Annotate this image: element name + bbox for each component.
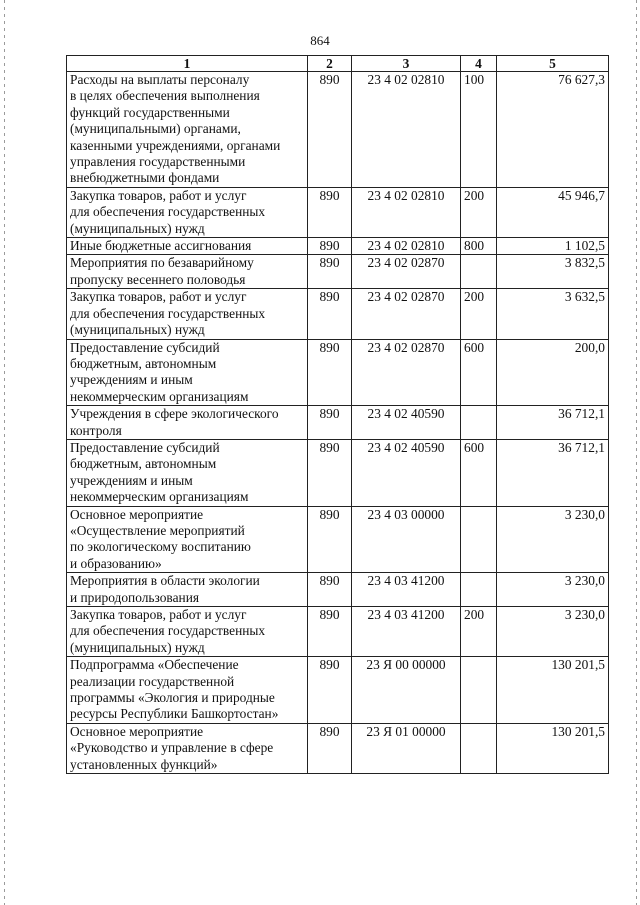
- target-article-cell: 23 4 03 00000: [352, 506, 461, 573]
- expense-name-line: для обеспечения государственных: [70, 623, 266, 639]
- target-article-cell: 23 4 02 02870: [352, 339, 461, 406]
- expense-name-line: установленных функций»: [70, 756, 218, 772]
- expense-name-line: программы «Экология и природные: [70, 690, 275, 706]
- expense-name-line: ресурсы Республики Башкортостан»: [70, 706, 279, 722]
- amount-cell: 130 201,5: [497, 657, 609, 724]
- target-article-cell: 23 4 02 02810: [352, 72, 461, 188]
- expense-name-line: внебюджетными фондами: [70, 170, 220, 186]
- expense-name-line: бюджетным, автономным: [70, 456, 217, 472]
- table-row: [67, 339, 609, 406]
- expense-name-cell: [67, 439, 308, 506]
- expense-name-line: бюджетным, автономным: [70, 355, 217, 371]
- expense-name-cell: [67, 506, 308, 573]
- amount-cell: 3 230,0: [497, 506, 609, 573]
- amount-cell: 45 946,7: [497, 187, 609, 237]
- table-row: [67, 439, 609, 506]
- table-row: [67, 72, 609, 188]
- target-article-cell: 23 Я 01 00000: [352, 723, 461, 773]
- expense-type-cell: 200: [461, 289, 497, 339]
- grbs-code-cell: 890: [308, 72, 352, 188]
- target-article-cell: 23 4 02 40590: [352, 439, 461, 506]
- grbs-code-cell: 890: [308, 657, 352, 724]
- column-header-5: 5: [497, 56, 609, 72]
- expense-name-line: учреждениям и иным: [70, 372, 193, 388]
- grbs-code-cell: 890: [308, 289, 352, 339]
- grbs-code-cell: 890: [308, 339, 352, 406]
- grbs-code-cell: 890: [308, 187, 352, 237]
- target-article-cell: 23 Я 00 00000: [352, 657, 461, 724]
- target-article-cell: 23 4 02 40590: [352, 406, 461, 440]
- expense-type-cell: [461, 406, 497, 440]
- target-article-cell: 23 4 02 02810: [352, 187, 461, 237]
- grbs-code-cell: 890: [308, 607, 352, 657]
- table-row: [67, 255, 609, 289]
- expense-type-cell: [461, 506, 497, 573]
- grbs-code-cell: 890: [308, 439, 352, 506]
- table-row: [67, 573, 609, 607]
- expense-name-line: в целях обеспечения выполнения: [70, 88, 260, 104]
- expense-name-line: «Осуществление мероприятий: [70, 522, 245, 538]
- table-row: [67, 406, 609, 440]
- column-header-3: 3: [352, 56, 461, 72]
- expense-type-cell: 600: [461, 439, 497, 506]
- expense-name-line: учреждениям и иным: [70, 472, 193, 488]
- expense-name-cell: [67, 255, 308, 289]
- expense-name-line: Мероприятия по безаварийному: [70, 255, 254, 271]
- expense-name-cell: [67, 657, 308, 724]
- expense-name-cell: [67, 406, 308, 440]
- expense-name-line: и природопользования: [70, 589, 200, 605]
- amount-cell: 1 102,5: [497, 238, 609, 255]
- expense-type-cell: 100: [461, 72, 497, 188]
- column-header-1: 1: [67, 56, 308, 72]
- expense-name-line: для обеспечения государственных: [70, 204, 266, 220]
- expense-name-line: контроля: [70, 422, 122, 438]
- amount-cell: 3 230,0: [497, 607, 609, 657]
- amount-cell: 200,0: [497, 339, 609, 406]
- table-row: [67, 657, 609, 724]
- expense-name-line: Иные бюджетные ассигнования: [70, 238, 252, 254]
- expense-name-cell: [67, 607, 308, 657]
- expense-name-line: Закупка товаров, работ и услуг: [70, 187, 247, 203]
- expense-name-line: функций государственными: [70, 104, 230, 120]
- target-article-cell: 23 4 02 02870: [352, 255, 461, 289]
- grbs-code-cell: 890: [308, 723, 352, 773]
- expense-name-cell: [67, 723, 308, 773]
- grbs-code-cell: 890: [308, 406, 352, 440]
- scan-edge-right: [636, 0, 637, 905]
- amount-cell: 3 230,0: [497, 573, 609, 607]
- expense-name-cell: [67, 238, 308, 255]
- table-row: [67, 238, 609, 255]
- expense-name-line: Мероприятия в области экологии: [70, 573, 260, 589]
- expense-name-line: Предоставление субсидий: [70, 439, 220, 455]
- expense-name-line: реализации государственной: [70, 673, 235, 689]
- expense-type-cell: 200: [461, 187, 497, 237]
- expense-name-line: некоммерческим организациям: [70, 388, 249, 404]
- expense-name-line: Подпрограмма «Обеспечение: [70, 657, 239, 673]
- expense-name-cell: [67, 573, 308, 607]
- expense-name-line: и образованию»: [70, 555, 162, 571]
- expense-name-line: «Руководство и управление в сфере: [70, 740, 274, 756]
- expense-type-cell: [461, 255, 497, 289]
- amount-cell: 76 627,3: [497, 72, 609, 188]
- expense-name-line: Закупка товаров, работ и услуг: [70, 289, 247, 305]
- expense-type-cell: 800: [461, 238, 497, 255]
- expense-type-cell: 200: [461, 607, 497, 657]
- expense-name-cell: [67, 289, 308, 339]
- expense-name-line: Предоставление субсидий: [70, 339, 220, 355]
- expense-name-cell: [67, 72, 308, 188]
- expense-type-cell: [461, 723, 497, 773]
- expense-name-line: Учреждения в сфере экологического: [70, 406, 279, 422]
- amount-cell: 130 201,5: [497, 723, 609, 773]
- expense-name-line: по экологическому воспитанию: [70, 539, 251, 555]
- column-header-2: 2: [308, 56, 352, 72]
- grbs-code-cell: 890: [308, 573, 352, 607]
- table-row: [67, 506, 609, 573]
- column-header-4: 4: [461, 56, 497, 72]
- amount-cell: 36 712,1: [497, 406, 609, 440]
- amount-cell: 3 632,5: [497, 289, 609, 339]
- target-article-cell: 23 4 03 41200: [352, 607, 461, 657]
- target-article-cell: 23 4 02 02870: [352, 289, 461, 339]
- expense-name-cell: [67, 339, 308, 406]
- expense-name-line: (муниципальных) нужд: [70, 639, 205, 655]
- expense-name-line: Основное мероприятие: [70, 723, 204, 739]
- grbs-code-cell: 890: [308, 238, 352, 255]
- amount-cell: 3 832,5: [497, 255, 609, 289]
- expense-name-line: некоммерческим организациям: [70, 489, 249, 505]
- amount-cell: 36 712,1: [497, 439, 609, 506]
- scan-edge-left: [4, 0, 5, 905]
- target-article-cell: 23 4 03 41200: [352, 573, 461, 607]
- table-body: [67, 72, 609, 774]
- expense-name-line: (муниципальных) нужд: [70, 220, 205, 236]
- expense-name-line: казенными учреждениями, органами: [70, 137, 281, 153]
- page-number: 864: [310, 33, 330, 48]
- expense-name-line: (муниципальных) нужд: [70, 322, 205, 338]
- expense-name-line: Расходы на выплаты персоналу: [70, 72, 250, 87]
- expense-name-line: Основное мероприятие: [70, 506, 204, 522]
- expense-name-line: пропуску весеннего половодья: [70, 271, 246, 287]
- grbs-code-cell: 890: [308, 506, 352, 573]
- target-article-cell: 23 4 02 02810: [352, 238, 461, 255]
- table-row: [67, 607, 609, 657]
- expense-name-line: (муниципальными) органами,: [70, 121, 241, 137]
- budget-table: [66, 55, 609, 774]
- expense-name-line: управления государственными: [70, 154, 246, 170]
- expense-type-cell: [461, 657, 497, 724]
- expense-name-line: Закупка товаров, работ и услуг: [70, 607, 247, 622]
- table-header-row: [67, 56, 609, 72]
- expense-name-cell: [67, 187, 308, 237]
- expense-name-line: для обеспечения государственных: [70, 305, 266, 321]
- expense-type-cell: [461, 573, 497, 607]
- expense-type-cell: 600: [461, 339, 497, 406]
- table-row: [67, 723, 609, 773]
- table-row: [67, 289, 609, 339]
- grbs-code-cell: 890: [308, 255, 352, 289]
- table-row: [67, 187, 609, 237]
